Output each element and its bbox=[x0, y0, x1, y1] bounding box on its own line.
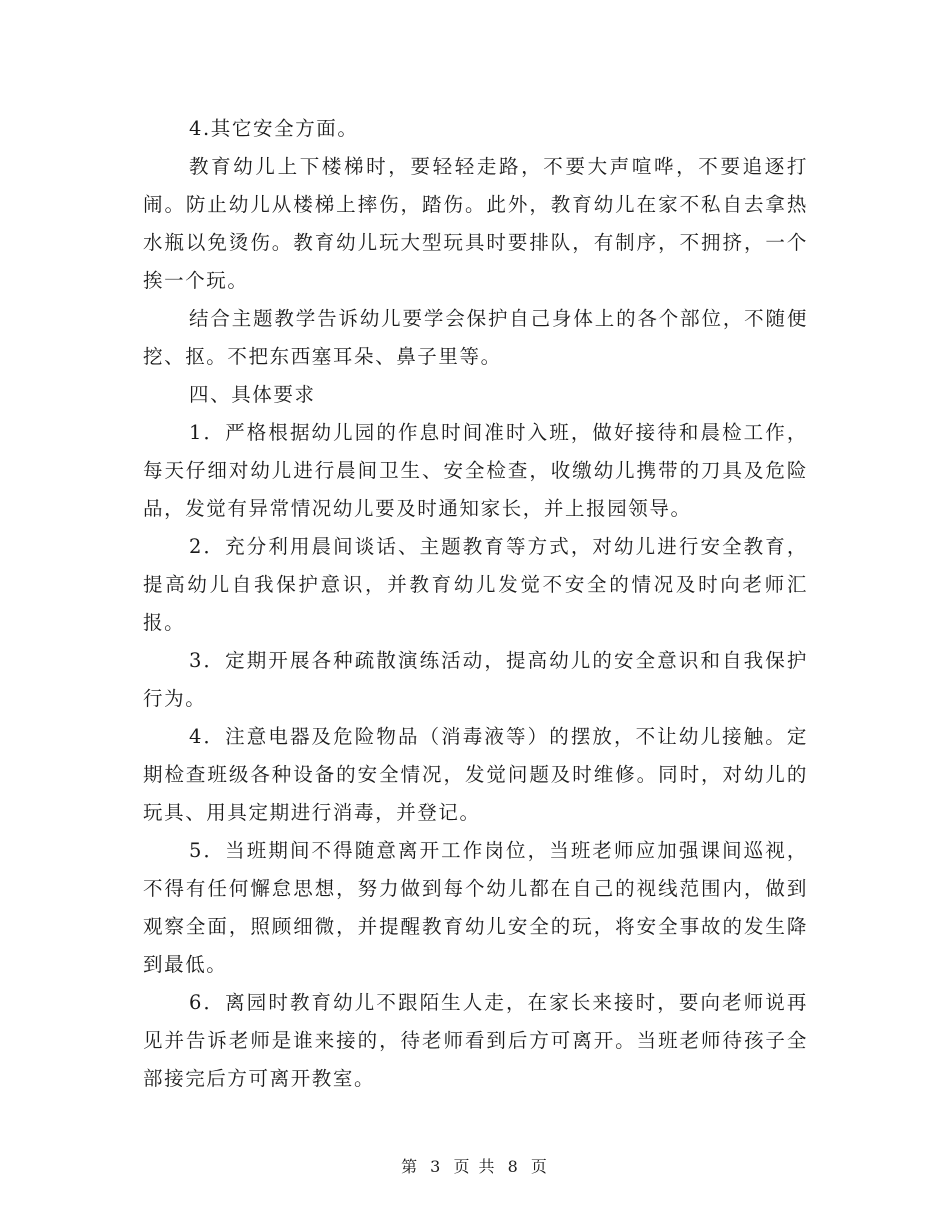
paragraph-body-protection: 结合主题教学告诉幼儿要学会保护自己身体上的各个部位，不随便挖、抠。不把东西塞耳朵、鼻子里等。 bbox=[143, 307, 808, 368]
requirement-item-3: 3．定期开展各种疏散演练活动，提高幼儿的安全意识和自我保护行为。 bbox=[143, 649, 808, 710]
requirement-item-1: 1．严格根据幼儿园的作息时间准时入班，做好接待和晨检工作，每天仔细对幼儿进行晨间卫生、安全检查，收缴幼儿携带的刀具及危险品，发觉有异常情况幼儿要及时通知家长，并上报园领导。 bbox=[143, 421, 808, 520]
footer-total-pages: 8 bbox=[507, 1157, 520, 1176]
page-footer bbox=[0, 1154, 950, 1177]
paragraph-other-safety-heading: 4.其它安全方面。 bbox=[189, 117, 359, 140]
footer-suffix: 页 bbox=[530, 1157, 549, 1176]
requirement-item-6: 6．离园时教育幼儿不跟陌生人走，在家长来接时，要向老师说再见并告诉老师是谁来接的，待老师看到后方可离开。当班老师待孩子全部接完后方可离开教室。 bbox=[143, 991, 808, 1090]
requirement-item-2: 2．充分利用晨间谈话、主题教育等方式，对幼儿进行安全教育，提高幼儿自我保护意识，并教育幼儿发觉不安全的情况及时向老师汇报。 bbox=[143, 535, 808, 634]
requirement-item-5: 5．当班期间不得随意离开工作岗位，当班老师应加强课间巡视，不得有任何懈怠思想，努力做到每个幼儿都在自己的视线范围内，做到观察全面，照顾细微，并提醒教育幼儿安全的玩，将安全事故的发生降到最低。 bbox=[143, 839, 808, 976]
paragraph-stairs-safety: 教育幼儿上下楼梯时，要轻轻走路，不要大声喧哗，不要追逐打闹。防止幼儿从楼梯上摔伤，踏伤。此外，教育幼儿在家不私自去拿热水瓶以免烫伤。教育幼儿玩大型玩具时要排队，有制序，不拥挤，一个挨一个玩。 bbox=[143, 155, 808, 292]
section-heading-requirements: 四、具体要求 bbox=[189, 383, 316, 406]
document-body bbox=[143, 110, 808, 1098]
requirement-item-4: 4．注意电器及危险物品（消毒液等）的摆放，不让幼儿接触。定期检查班级各种设备的安全情况，发觉问题及时维修。同时，对幼儿的玩具、用具定期进行消毒，并登记。 bbox=[143, 725, 808, 824]
footer-prefix: 第 bbox=[401, 1157, 420, 1176]
footer-middle: 页 共 bbox=[453, 1157, 497, 1176]
footer-current-page: 3 bbox=[430, 1157, 443, 1176]
